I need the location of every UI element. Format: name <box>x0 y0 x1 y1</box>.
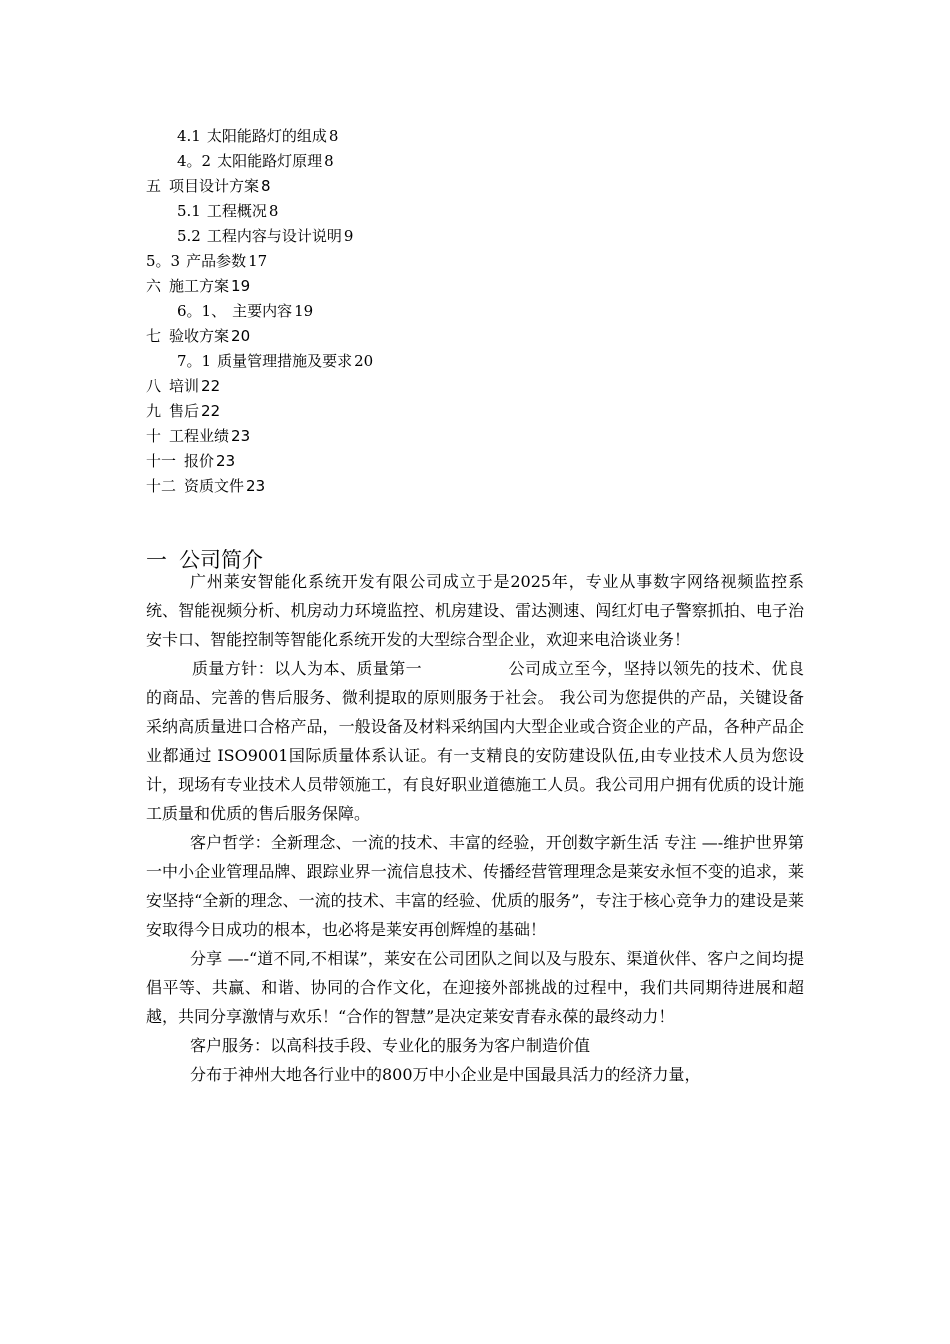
toc-entry[interactable] <box>0 149 950 174</box>
toc-entry-page: 23 <box>231 427 251 445</box>
toc-entry-title: 报价 <box>184 452 215 470</box>
toc-entry-number: 4。2 <box>177 152 212 170</box>
toc-entry[interactable] <box>0 349 950 374</box>
toc-entry-title: 主要内容 <box>232 302 293 320</box>
quality-text: 公司成立至今，坚持以领先的技术、优良的商品、完善的售后服务、微利提取的原则服务于社会。 我公司为您提供的产品，关键设备采纳高质量进口合格产品，一般设备及材料采纳国内大型企业或合资企业的产品，各种产品企业都通过 ISO9001国际质量体系认证。有一支精良的安防建设队伍,由专业技术人员为您设计，现场有专业技术人员带领施工，有良好职业道德施工人员。我公司用户拥有优质的设计施工质量和优质的售后服务保障。 <box>146 659 804 823</box>
quality-policy: 质量方针：以人为本、质量第一 <box>192 659 423 678</box>
toc-entry[interactable] <box>0 224 950 249</box>
toc-entry-page: 19 <box>231 277 251 295</box>
toc-entry-number: 十 <box>146 427 162 445</box>
paragraph-distribution: 分布于神州大地各行业中的800万中小企业是中国最具活力的经济力量， <box>190 1065 701 1084</box>
toc-entry-number: 5.2 <box>177 227 201 245</box>
body-text <box>146 567 804 1089</box>
toc-entry[interactable] <box>0 374 950 399</box>
toc-entry-number: 5.1 <box>177 202 201 220</box>
toc-entry[interactable] <box>0 174 950 199</box>
section-number: 一 <box>146 548 167 572</box>
toc-entry-page: 23 <box>216 452 236 470</box>
toc-entry[interactable] <box>0 274 950 299</box>
toc-entry-page: 17 <box>248 252 268 270</box>
toc-entry[interactable] <box>0 299 950 324</box>
toc-entry[interactable] <box>0 199 950 224</box>
toc-entry-title: 工程业绩 <box>169 427 230 445</box>
toc-entry-number: 十一 <box>146 452 177 470</box>
paragraph-service: 客户服务：以高科技手段、专业化的服务为客户制造价值 <box>190 1036 591 1055</box>
paragraph-sharing: 分享 —-“道不同,不相谋”，莱安在公司团队之间以及与股东、渠道伙伴、客户之间均提倡平等、共赢、和谐、协同的合作文化，在迎接外部挑战的过程中，我们共同期待进展和超越，共同分享激情与欢乐！“合作的智慧”是决定莱安青春永葆的最终动力！ <box>146 949 804 1026</box>
toc-entry-number: 八 <box>146 377 162 395</box>
toc-entry-page: 23 <box>246 477 266 495</box>
toc-entry-title: 产品参数 <box>186 252 247 270</box>
toc-entry[interactable] <box>0 124 950 149</box>
toc-entry-title: 工程概况 <box>206 202 267 220</box>
toc-entry-title: 售后 <box>169 402 200 420</box>
toc-entry-number: 六 <box>146 277 162 295</box>
toc-entry[interactable] <box>0 249 950 274</box>
toc-entry-page: 8 <box>324 152 334 170</box>
toc-entry-title: 施工方案 <box>169 277 230 295</box>
toc-entry-page: 22 <box>201 377 221 395</box>
toc-entry-number: 4.1 <box>177 127 201 145</box>
toc-entry-page: 8 <box>268 202 279 220</box>
toc-entry-number: 五 <box>146 177 162 195</box>
toc-entry-number: 7。1 <box>177 352 212 370</box>
toc-entry-page: 20 <box>231 327 251 345</box>
toc-entry-title: 质量管理措施及要求 <box>217 352 353 370</box>
toc-entry[interactable] <box>0 399 950 424</box>
toc-entry-number: 6。1、 <box>177 302 227 320</box>
toc-entry-title: 太阳能路灯的组成 <box>206 127 327 145</box>
toc-entry-page: 20 <box>354 352 374 370</box>
toc-entry-title: 工程内容与设计说明 <box>206 227 342 245</box>
toc-entry[interactable] <box>0 324 950 349</box>
paragraph-quality <box>146 654 804 828</box>
paragraph-intro: 广州莱安智能化系统开发有限公司成立于是2025年，专业从事数字网络视频监控系统、智能视频分析、机房动力环境监控、机房建设、雷达测速、闯红灯电子警察抓拍、电子治安卡口、智能控制等智能化系统开发的大型综合型企业，欢迎来电洽谈业务！ <box>146 572 804 649</box>
toc-entry-number: 九 <box>146 402 162 420</box>
toc-entry[interactable] <box>0 474 950 499</box>
toc-entry[interactable] <box>0 449 950 474</box>
toc-entry-title: 资质文件 <box>184 477 245 495</box>
toc-entry-number: 5。3 <box>146 252 181 270</box>
toc-entry-title: 培训 <box>169 377 200 395</box>
toc-entry-page: 8 <box>261 177 271 195</box>
toc-entry-page: 22 <box>201 402 221 420</box>
toc-entry-number: 七 <box>146 327 162 345</box>
toc-entry-page: 8 <box>328 127 339 145</box>
toc-entry-title: 验收方案 <box>169 327 230 345</box>
toc-entry[interactable] <box>0 424 950 449</box>
toc-entry-title: 太阳能路灯原理 <box>217 152 323 170</box>
toc-entry-title: 项目设计方案 <box>169 177 260 195</box>
toc-entry-number: 十二 <box>146 477 177 495</box>
paragraph-philosophy: 客户哲学：全新理念、一流的技术、丰富的经验，开创数字新生活 专注 —-维护世界第一中小企业管理品牌、跟踪业界一流信息技术、传播经营管理理念是莱安永恒不变的追求，莱安坚持“全新的理念、一流的技术、丰富的经验、优质的服务”，专注于核心竞争力的建设是莱安取得今日成功的根本，也必将是莱安再创辉煌的基础！ <box>146 833 804 939</box>
toc-entry-page: 9 <box>343 227 354 245</box>
section-title: 公司简介 <box>179 548 263 572</box>
table-of-contents <box>0 124 950 499</box>
toc-entry-page: 19 <box>294 302 314 320</box>
